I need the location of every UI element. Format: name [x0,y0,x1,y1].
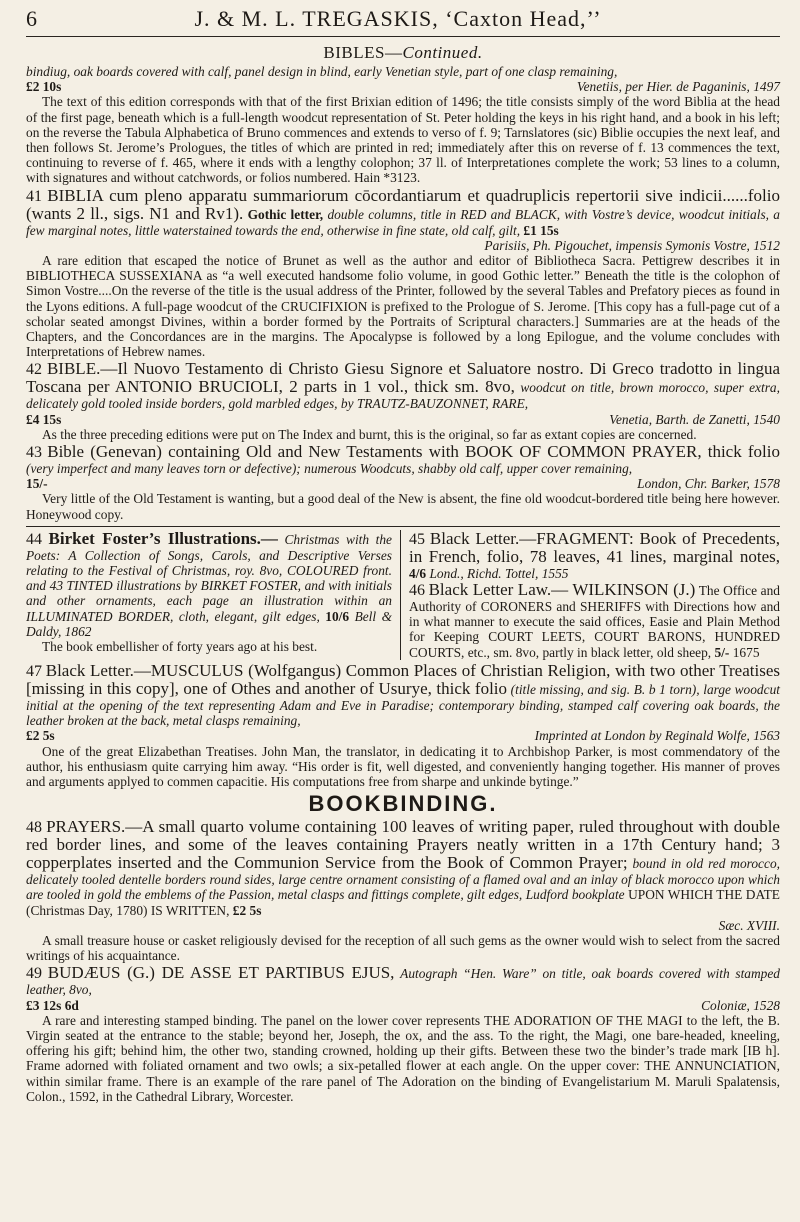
entry-49 [26,964,780,1104]
entry-title: Black Letter.—MUSCULUS (Wolfgangus) Common Places of Christian Religion, with two other Treatises [missing in this copy], one of Othes and another of Usurye, thick folio [26,660,780,698]
entry-description: A small treasure house or casket religiously devised for the reception of all such gems as the owner would wish to select from the sacred writings of his acquaintance. [26,932,780,964]
entry-title: BIBLE.—Il Nuovo Testamento di Christo Giesu Signore et Saluatore nostro. Di Greco tradotto in lingua Toscana per ANTONIO BRUCIOLI, 2 parts in 1 vol., thick sm. 8vo, [26,359,780,397]
entry-price: £1 15s [523,222,559,238]
entry-imprint: Venetia, Barth. de Zanetti, 1540 [609,411,780,427]
entry-description: The book embellisher of forty years ago at his best. [42,639,318,655]
entry-number: 44 [26,530,42,548]
entry-imprint: Parisiis, Ph. Pigouchet, impensis Symonis Vostre, 1512 [484,237,780,253]
entry-price: £4 15s [26,411,62,427]
entry-imprint: Sæc. XVIII. [718,917,780,933]
left-column [26,530,401,660]
entry-48 [26,818,780,963]
entry-title: Black Letter Law.— WILKINSON (J.) [428,580,696,600]
entry-description: The text of this edition corresponds with that of the first Brixian edition of 1496; the title consists simply of the word Biblia at the head of the first page, beneath which is a full-length woodcut representation of St. Peter holding the keys in his right hand, and a book in his left; on the reverse the Tabula Alphabetica of Bruno commences and extends to verso of f. 9; Tarnslatores (sic) Biblie occupies the next leaf, and then follows St. Jerome’s Prologues, the titles of which are printed in red; immediately after this on reverse of f. 13 commences the text, continuing to reverse of f. 465, where it ends with a lengthy colophon; 37 ll. of Interpretationes complete the work; 53 lines to a column, with signatures and without catchwords, or folios numbered. Hain *3123. [26,94,780,186]
entry-number: 43 [26,444,42,462]
entry-41 [26,187,780,360]
entry-number: 49 [26,965,42,983]
entry-title: PRAYERS.—A small quarto volume containing 100 leaves of writing paper, ruled throughout with double red border lines, and some of the leaves containing Prayers neatly written in a 17th Century hand; 3 copperplates inserted and the Communion Service from the Book of Common Prayer; [26,817,780,873]
entry-text: The Office and Authority of CORONERS and SHERIFFS with Directions how and in what manner to execute the said offices, Easie and Plain Method for Keeping COURT LEETS, COURT BARONS, HUNDRED COURTS, etc., sm. 8vo, partly in black letter, old sheep, [409,583,780,660]
entry-title: Black Letter.—FRAGMENT: Book of Precedents, in French, folio, 78 leaves, 41 lines, marginal notes, [409,528,780,566]
entry-title: BIBLIA cum pleno apparatu summariorum cōcordantiarum et quadruplicis repertorii sive indicii......folio (wants 2 ll., sigs. N1 and Rv1). [26,185,780,223]
entry-price: £2 5s [26,728,55,744]
entry-number: 45 [409,530,425,548]
entry-text: (title missing, and sig. B. b 1 torn), large woodcut initial at the opening of the text representing Adam and Eve in Paradise; contemporary binding, stamped calf covering oak boards, the leather broken at the back, metal clasps remaining, [26,681,780,729]
entry-text: double columns, title in RED and BLACK, with Vostre’s device, woodcut initials, a few marginal notes, little waterstained towards the end, otherwise in fine state, old calf, gilt, [26,206,781,238]
section-title [26,43,780,63]
section-continued: Continued. [402,43,483,62]
page-header [26,6,780,32]
entry-number: 48 [26,819,42,837]
entry-title: BUDÆUS (G.) DE ASSE ET PARTIBUS EJUS, [47,963,395,983]
publisher-heading: J. & M. L. TREGASKIS, ‘Caxton Head,’’ [194,6,602,31]
entry-description: As the three preceding editions were put on The Index and burnt, this is the original, so far as extant copies are concerned. [42,426,697,442]
two-column-block [26,530,780,660]
entry-imprint: Coloniæ, 1528 [701,997,780,1013]
entry-price: 10/6 [325,608,350,624]
entry-title: Bible (Genevan) containing Old and New Testaments with BOOK OF COMMON PRAYER, thick folio [47,442,780,462]
entry-price: £2 5s [232,902,262,918]
entry-imprint: Imprinted at London by Reginald Wolfe, 1563 [534,728,780,744]
right-column [401,530,780,660]
entry-number: 41 [26,187,42,205]
entry-description: One of the great Elizabethan Treatises. John Man, the translator, in dedicating it to Archbishop Parker, is most commendatory of the author, his enthusiasm quite carrying him away. “His order is fit, well digested, and conveniently hanging together. His manner of proves and arguments applyed to commen capacitie. His computations free from sharpe and unkinde bytinge.” [26,743,780,789]
entry-description: Very little of the Old Testament is wanting, but a good deal of the New is absent, the fine old woodcut-bordered title being here however. Honeywood copy. [26,491,780,522]
entry-description: A rare edition that escaped the notice of Brunet as well as the author and editor of Bibliotheca Sacra. Pettigrew describes it in BIBLIOTHECA SUSSEXIANA as “a well executed handsome folio volume, in good Gothic letter.” Beneath the title is the colophon of Simon Vostre....On the reverse of the title is the usual address of the Printer, followed by the several Tables and Prefatory pieces as found in the Lyons editions. A full-page woodcut of the CRUCIFIXION is prefixed to the Prologue of S. Jerome. [This copy has a full-page cut of a scholar seated amongst Divines, within a border formed by the Portraits of Scriptural characters.] Summaries are at the heads of the Chapters, and the Concordances are in the margins. The Apocalypse is followed by a long Epilogue, and the volume concludes with Interpretations of Hebrew names. [26,253,780,360]
entry-price: £3 12s 6d [26,997,79,1013]
entry-price: 4/6 [409,565,427,581]
entry-number: 42 [26,361,42,379]
entry-continued [26,64,780,186]
entry-price: £2 10s [26,79,62,95]
entry-text: Christmas with the Poets: A Collection of Songs, Carols, and Descriptive Verses relating to the Festival of Christmas, roy. 8vo, COLOURED front. and 43 TINTED illustrations by BIRKET FOSTER, and with initials and other ornaments, each page an illustration within an ILLUMINATED BORDER, cloth, elegant, gilt edges, [26,531,392,624]
entry-imprint: 1675 [732,644,760,660]
entry-date-note: UPON WHICH THE DATE (Christmas Day, 1780) IS WRITTEN, [26,887,780,918]
entry-imprint: Lond., Richd. Tottel, 1555 [429,565,569,581]
bookbinding-heading: BOOKBINDING. [308,791,498,817]
header-rule [26,36,780,37]
entry-text: (very imperfect and many leaves torn or defective); numerous Woodcuts, shabby old calf, upper cover remaining, [26,461,633,477]
entry-price: 15/- [26,476,48,492]
entry-imprint: Bell & Daldy, 1862 [26,608,392,639]
entry-imprint: London, Chr. Barker, 1578 [637,476,780,492]
entry-text: bound in old red morocco, delicately tooled dentelle borders round sides, large centre ornament consisting of a flamed oval and an inlay of black morocco upon which are tooled in gold the emblems of the Passion, metal clasps and fittings complete, gilt edges, Ludford bookplate [26,856,780,903]
entry-text: Autograph “Hen. Ware” on title, oak boards covered with stamped leather, 8vo, [26,966,780,998]
section-rule [26,526,780,527]
entry-text: bindiug, oak boards covered with calf, panel design in blind, early Venetian style, part of one clasp remaining, [26,64,618,79]
entry-number: 47 [26,662,42,680]
entry-47 [26,662,780,789]
entry-description: A rare and interesting stamped binding. The panel on the lower cover represents THE ADORATION OF THE MAGI to the left, the B. Virgin seated at the entrance to the stable; beyond her, Joseph, the ox, and the ass. To the right, the Magi, one bare-headed, kneeling, offering his gift; behind him, the other two, standing crowned, holding up their gifts. Between these two the binder’s trade mark [IB h]. Frame adorned with foliated ornament and two owls; a six-petalled flower at each angle. On the upper cover: THE ANNUNCIATION, within similar frame. There is an example of the rare panel of The Adoration on the binding of Evangelistarium M. Maruli Spalatensis, Colon., 1592, in the Cathedral Library, Worcester. [26,1012,780,1104]
entry-price: 5/- [714,644,730,660]
entry-text: woodcut on title, brown morocco, super extra, delicately gold tooled inside borders, gold marbled edges, by TRAUTZ-BAUZONNET, RARE, [26,380,780,412]
entry-gothic: Gothic letter, [247,206,324,222]
entry-title: Birket Foster’s Illustrations.— [48,528,278,548]
entry-43 [26,443,780,522]
entry-42 [26,360,780,442]
page-number: 6 [26,6,38,31]
entry-number: 46 [409,582,425,600]
entry-imprint: Venetiis, per Hier. de Paganinis, 1497 [576,79,780,95]
section-name: BIBLES— [323,43,403,62]
